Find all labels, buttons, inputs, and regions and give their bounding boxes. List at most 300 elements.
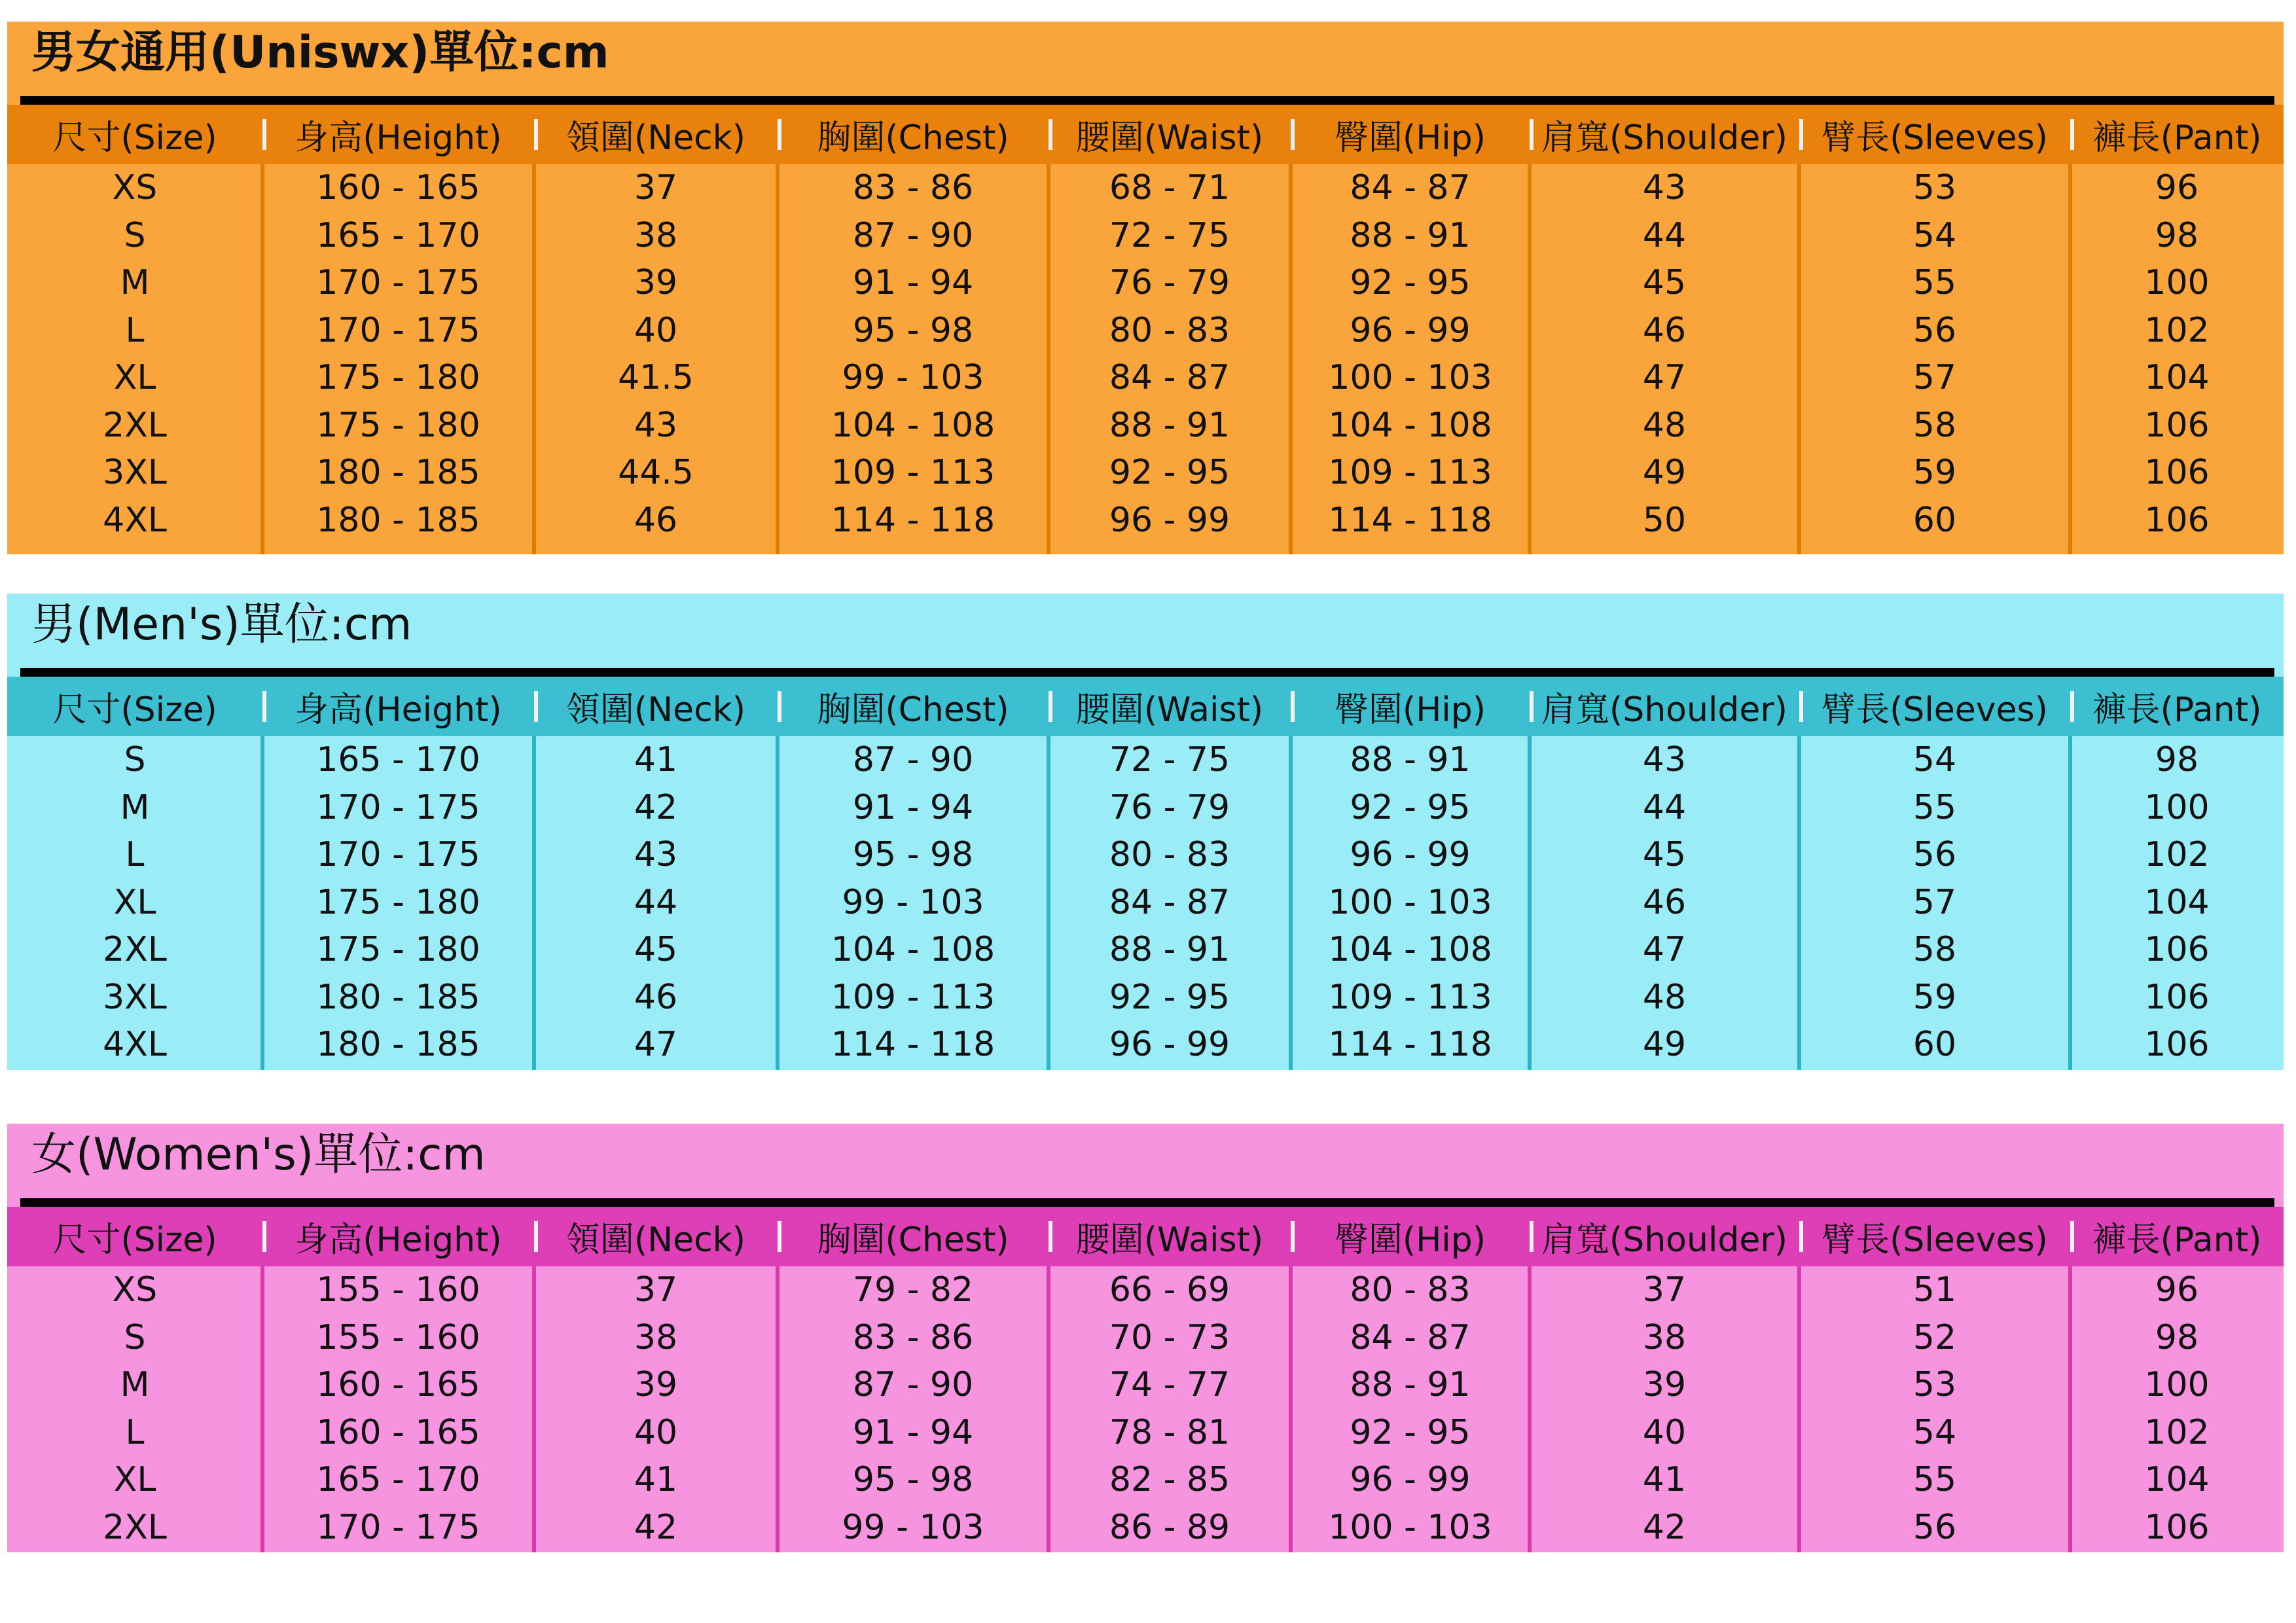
cell-hip: 84 - 87 (1350, 168, 1471, 208)
cell-hip: 114 - 118 (1328, 1025, 1492, 1065)
header-label: 胸圍(Chest) (817, 118, 1009, 158)
header-label: 臀圍(Hip) (1334, 690, 1486, 730)
cell-sleeves: 60 (1912, 1025, 1957, 1065)
header-label: 尺寸(Size) (52, 1221, 217, 1260)
cell-shoulder: 41 (1642, 1460, 1687, 1500)
cell-waist: 88 - 91 (1109, 405, 1230, 445)
cell-hip: 114 - 118 (1328, 500, 1492, 540)
header-separator (262, 691, 266, 722)
header-separator (534, 691, 538, 722)
header-label: 臂長(Sleeves) (1821, 690, 2048, 730)
cell-size: XS (112, 1270, 158, 1310)
cell-shoulder: 47 (1642, 930, 1687, 970)
cell-pant: 106 (2144, 405, 2210, 445)
cell-waist: 72 - 75 (1109, 215, 1230, 255)
header-label: 肩寬(Shoulder) (1541, 690, 1788, 730)
cell-sleeves: 52 (1912, 1317, 1957, 1357)
cell-chest: 114 - 118 (831, 1025, 996, 1065)
cell-pant: 106 (2144, 1507, 2210, 1547)
cell-waist: 84 - 87 (1109, 358, 1230, 398)
header-label: 肩寬(Shoulder) (1541, 1221, 1788, 1260)
header-sleeves (1799, 677, 2070, 736)
cell-height: 180 - 185 (316, 500, 480, 540)
table-header-row (7, 677, 2284, 736)
cell-chest: 99 - 103 (842, 882, 984, 922)
header-separator (1049, 691, 1052, 722)
header-neck (534, 1207, 778, 1266)
header-label: 領圍(Neck) (565, 690, 746, 730)
cell-size: 2XL (103, 405, 167, 445)
cell-hip: 100 - 103 (1328, 882, 1492, 922)
table-row (7, 974, 2284, 1022)
cell-size: 3XL (103, 977, 167, 1017)
header-separator (2070, 119, 2074, 150)
cell-size: 2XL (103, 930, 167, 970)
cell-neck: 46 (634, 977, 678, 1017)
cell-neck: 47 (634, 1025, 678, 1065)
cell-neck: 41 (634, 740, 678, 780)
header-shoulder (1530, 677, 1799, 736)
cell-size: L (125, 310, 145, 350)
cell-shoulder: 50 (1642, 500, 1687, 540)
header-separator (778, 691, 781, 722)
cell-hip: 88 - 91 (1350, 1365, 1471, 1405)
header-waist (1049, 105, 1291, 164)
cell-hip: 92 - 95 (1350, 787, 1471, 827)
cell-height: 175 - 180 (316, 930, 480, 970)
cell-sleeves: 56 (1912, 310, 1957, 350)
title-rule (20, 1198, 2274, 1207)
cell-shoulder: 47 (1642, 358, 1687, 398)
cell-chest: 114 - 118 (831, 500, 996, 540)
header-label: 褲長(Pant) (2092, 690, 2262, 730)
cell-size: M (120, 263, 150, 303)
cell-pant: 106 (2144, 977, 2210, 1017)
cell-neck: 39 (634, 1365, 678, 1405)
cell-shoulder: 40 (1642, 1412, 1687, 1452)
header-separator (778, 1221, 781, 1252)
header-separator (2070, 1221, 2074, 1252)
cell-pant: 98 (2155, 215, 2199, 255)
cell-sleeves: 53 (1912, 168, 1957, 208)
cell-neck: 39 (634, 263, 678, 303)
cell-height: 155 - 160 (316, 1270, 480, 1310)
cell-shoulder: 44 (1642, 787, 1687, 827)
header-sleeves (1799, 105, 2070, 164)
cell-shoulder: 48 (1642, 405, 1687, 445)
header-separator (1291, 691, 1295, 722)
header-separator (2070, 691, 2074, 722)
cell-pant: 106 (2144, 930, 2210, 970)
cell-waist: 72 - 75 (1109, 740, 1230, 780)
cell-neck: 38 (634, 1317, 678, 1357)
cell-height: 170 - 175 (316, 787, 480, 827)
cell-chest: 83 - 86 (852, 1317, 974, 1357)
header-label: 臀圍(Hip) (1334, 1221, 1486, 1260)
cell-shoulder: 38 (1642, 1317, 1687, 1357)
table-row (7, 164, 2284, 212)
cell-waist: 66 - 69 (1109, 1270, 1230, 1310)
header-separator (778, 119, 781, 150)
cell-neck: 37 (634, 168, 678, 208)
title-rule (20, 96, 2274, 105)
cell-height: 170 - 175 (316, 835, 480, 875)
cell-sleeves: 54 (1912, 1412, 1957, 1452)
cell-waist: 68 - 71 (1109, 168, 1230, 208)
cell-chest: 95 - 98 (852, 310, 974, 350)
cell-size: XL (113, 882, 156, 922)
header-label: 尺寸(Size) (52, 690, 217, 730)
cell-chest: 87 - 90 (852, 740, 974, 780)
header-height (262, 677, 534, 736)
header-label: 腰圍(Waist) (1075, 118, 1264, 158)
cell-height: 165 - 170 (316, 215, 480, 255)
cell-sleeves: 55 (1912, 263, 1957, 303)
cell-size: L (125, 835, 145, 875)
cell-sleeves: 54 (1912, 215, 1957, 255)
header-label: 領圍(Neck) (565, 1221, 746, 1260)
cell-waist: 76 - 79 (1109, 263, 1230, 303)
cell-sleeves: 56 (1912, 1507, 1957, 1547)
cell-neck: 41.5 (618, 358, 694, 398)
header-separator (1799, 1221, 1803, 1252)
header-label: 腰圍(Waist) (1075, 690, 1264, 730)
cell-neck: 43 (634, 405, 678, 445)
cell-sleeves: 58 (1912, 930, 1957, 970)
cell-pant: 104 (2144, 882, 2210, 922)
cell-pant: 102 (2144, 835, 2210, 875)
table-row (7, 307, 2284, 355)
cell-pant: 102 (2144, 1412, 2210, 1452)
header-chest (778, 677, 1049, 736)
table-row (7, 831, 2284, 879)
header-separator (534, 1221, 538, 1252)
table-row (7, 736, 2284, 784)
cell-size: 4XL (103, 500, 167, 540)
cell-hip: 96 - 99 (1350, 835, 1471, 875)
header-label: 肩寬(Shoulder) (1541, 118, 1788, 158)
header-label: 身高(Height) (295, 690, 502, 730)
header-neck (534, 677, 778, 736)
cell-size: XL (113, 1460, 156, 1500)
cell-shoulder: 46 (1642, 882, 1687, 922)
cell-neck: 43 (634, 835, 678, 875)
cell-size: M (120, 787, 150, 827)
cell-waist: 78 - 81 (1109, 1412, 1230, 1452)
header-label: 胸圍(Chest) (817, 690, 1009, 730)
table-row (7, 449, 2284, 497)
cell-waist: 76 - 79 (1109, 787, 1230, 827)
cell-chest: 95 - 98 (852, 835, 974, 875)
cell-hip: 109 - 113 (1328, 453, 1492, 493)
cell-waist: 84 - 87 (1109, 882, 1230, 922)
table-title: 男(Men's)單位:cm (31, 599, 412, 651)
cell-size: M (120, 1365, 150, 1405)
cell-waist: 80 - 83 (1109, 310, 1230, 350)
cell-shoulder: 37 (1642, 1270, 1687, 1310)
cell-hip: 109 - 113 (1328, 977, 1492, 1017)
cell-chest: 87 - 90 (852, 1365, 974, 1405)
unisex-size-table (7, 22, 2284, 554)
cell-size: 2XL (103, 1507, 167, 1547)
cell-neck: 44 (634, 882, 678, 922)
header-label: 領圍(Neck) (565, 118, 746, 158)
cell-pant: 96 (2155, 168, 2199, 208)
table-row (7, 1021, 2284, 1069)
cell-chest: 104 - 108 (831, 405, 996, 445)
cell-sleeves: 58 (1912, 405, 1957, 445)
header-hip (1291, 105, 1530, 164)
table-row (7, 1456, 2284, 1504)
cell-chest: 99 - 103 (842, 358, 984, 398)
header-separator (1291, 119, 1295, 150)
table-header-row (7, 1207, 2284, 1266)
cell-sleeves: 59 (1912, 453, 1957, 493)
cell-pant: 98 (2155, 740, 2199, 780)
cell-waist: 92 - 95 (1109, 453, 1230, 493)
cell-hip: 96 - 99 (1350, 1460, 1471, 1500)
cell-hip: 80 - 83 (1350, 1270, 1471, 1310)
header-label: 臀圍(Hip) (1334, 118, 1486, 158)
header-separator (1049, 119, 1052, 150)
header-pant (2070, 105, 2284, 164)
header-waist (1049, 677, 1291, 736)
table-title: 女(Women's)單位:cm (31, 1129, 486, 1181)
cell-neck: 40 (634, 1412, 678, 1452)
table-row (7, 1361, 2284, 1409)
cell-pant: 96 (2155, 1270, 2199, 1310)
cell-neck: 44.5 (618, 453, 694, 493)
cell-pant: 106 (2144, 500, 2210, 540)
table-row (7, 1266, 2284, 1314)
cell-neck: 45 (634, 930, 678, 970)
table-row (7, 879, 2284, 927)
cell-chest: 109 - 113 (831, 977, 996, 1017)
cell-waist: 96 - 99 (1109, 1025, 1230, 1065)
cell-height: 170 - 175 (316, 310, 480, 350)
cell-hip: 104 - 108 (1328, 930, 1492, 970)
cell-pant: 106 (2144, 453, 2210, 493)
cell-height: 175 - 180 (316, 882, 480, 922)
cell-size: L (125, 1412, 145, 1452)
cell-shoulder: 43 (1642, 740, 1687, 780)
cell-shoulder: 49 (1642, 453, 1687, 493)
cell-sleeves: 57 (1912, 882, 1957, 922)
cell-height: 180 - 185 (316, 977, 480, 1017)
table-row (7, 1409, 2284, 1457)
cell-sleeves: 56 (1912, 835, 1957, 875)
cell-chest: 95 - 98 (852, 1460, 974, 1500)
table-body (7, 736, 2284, 1069)
cell-height: 165 - 170 (316, 740, 480, 780)
header-label: 尺寸(Size) (52, 118, 217, 158)
cell-chest: 104 - 108 (831, 930, 996, 970)
cell-chest: 91 - 94 (852, 1412, 974, 1452)
cell-sleeves: 53 (1912, 1365, 1957, 1405)
cell-height: 155 - 160 (316, 1317, 480, 1357)
header-label: 腰圍(Waist) (1075, 1221, 1264, 1260)
header-label: 臂長(Sleeves) (1821, 118, 2048, 158)
cell-chest: 91 - 94 (852, 787, 974, 827)
cell-shoulder: 45 (1642, 263, 1687, 303)
cell-waist: 70 - 73 (1109, 1317, 1230, 1357)
header-chest (778, 1207, 1049, 1266)
table-row (7, 784, 2284, 832)
cell-hip: 104 - 108 (1328, 405, 1492, 445)
cell-height: 160 - 165 (316, 1365, 480, 1405)
cell-waist: 74 - 77 (1109, 1365, 1230, 1405)
cell-height: 160 - 165 (316, 1412, 480, 1452)
header-size (7, 105, 262, 164)
cell-neck: 41 (634, 1460, 678, 1500)
cell-sleeves: 51 (1912, 1270, 1957, 1310)
cell-shoulder: 48 (1642, 977, 1687, 1017)
cell-height: 170 - 175 (316, 263, 480, 303)
cell-hip: 92 - 95 (1350, 263, 1471, 303)
header-separator (1530, 1221, 1534, 1252)
cell-shoulder: 43 (1642, 168, 1687, 208)
cell-size: XL (113, 358, 156, 398)
cell-chest: 79 - 82 (852, 1270, 974, 1310)
cell-waist: 88 - 91 (1109, 930, 1230, 970)
cell-sleeves: 60 (1912, 500, 1957, 540)
cell-height: 180 - 185 (316, 1025, 480, 1065)
cell-height: 175 - 180 (316, 405, 480, 445)
header-separator (1049, 1221, 1052, 1252)
header-height (262, 105, 534, 164)
cell-chest: 91 - 94 (852, 263, 974, 303)
cell-height: 165 - 170 (316, 1460, 480, 1500)
cell-neck: 42 (634, 787, 678, 827)
cell-sleeves: 55 (1912, 1460, 1957, 1500)
cell-height: 180 - 185 (316, 453, 480, 493)
header-chest (778, 105, 1049, 164)
cell-height: 160 - 165 (316, 168, 480, 208)
cell-size: 3XL (103, 453, 167, 493)
header-separator (1799, 691, 1803, 722)
header-hip (1291, 677, 1530, 736)
cell-chest: 109 - 113 (831, 453, 996, 493)
cell-chest: 87 - 90 (852, 215, 974, 255)
table-body (7, 1266, 2284, 1551)
table-row (7, 926, 2284, 974)
cell-chest: 99 - 103 (842, 1507, 984, 1547)
cell-hip: 100 - 103 (1328, 1507, 1492, 1547)
cell-size: S (124, 215, 146, 255)
cell-waist: 82 - 85 (1109, 1460, 1230, 1500)
table-body (7, 164, 2284, 544)
cell-chest: 83 - 86 (852, 168, 974, 208)
cell-shoulder: 44 (1642, 215, 1687, 255)
table-row (7, 212, 2284, 260)
cell-pant: 98 (2155, 1317, 2199, 1357)
header-label: 褲長(Pant) (2092, 1221, 2262, 1260)
cell-shoulder: 46 (1642, 310, 1687, 350)
cell-pant: 100 (2144, 787, 2210, 827)
header-label: 臂長(Sleeves) (1821, 1221, 2048, 1260)
header-label: 身高(Height) (295, 1221, 502, 1260)
header-pant (2070, 1207, 2284, 1266)
cell-height: 170 - 175 (316, 1507, 480, 1547)
header-size (7, 1207, 262, 1266)
table-row (7, 1314, 2284, 1362)
table-header-row (7, 105, 2284, 164)
header-label: 胸圍(Chest) (817, 1221, 1009, 1260)
header-height (262, 1207, 534, 1266)
cell-hip: 100 - 103 (1328, 358, 1492, 398)
table-title: 男女通用(Uniswx)單位:cm (31, 27, 609, 79)
cell-waist: 80 - 83 (1109, 835, 1230, 875)
header-hip (1291, 1207, 1530, 1266)
header-waist (1049, 1207, 1291, 1266)
cell-neck: 38 (634, 215, 678, 255)
cell-size: S (124, 740, 146, 780)
header-separator (1530, 119, 1534, 150)
cell-pant: 100 (2144, 263, 2210, 303)
cell-hip: 88 - 91 (1350, 215, 1471, 255)
cell-size: 4XL (103, 1025, 167, 1065)
cell-pant: 102 (2144, 310, 2210, 350)
cell-hip: 92 - 95 (1350, 1412, 1471, 1452)
header-shoulder (1530, 1207, 1799, 1266)
table-row (7, 1504, 2284, 1552)
header-separator (1291, 1221, 1295, 1252)
header-separator (1799, 119, 1803, 150)
table-row (7, 497, 2284, 544)
cell-hip: 88 - 91 (1350, 740, 1471, 780)
cell-sleeves: 54 (1912, 740, 1957, 780)
cell-pant: 104 (2144, 358, 2210, 398)
header-separator (262, 119, 266, 150)
cell-neck: 42 (634, 1507, 678, 1547)
cell-neck: 37 (634, 1270, 678, 1310)
womens-size-table (7, 1124, 2284, 1552)
cell-sleeves: 55 (1912, 787, 1957, 827)
cell-neck: 40 (634, 310, 678, 350)
header-neck (534, 105, 778, 164)
cell-pant: 104 (2144, 1460, 2210, 1500)
cell-height: 175 - 180 (316, 358, 480, 398)
cell-shoulder: 39 (1642, 1365, 1687, 1405)
cell-sleeves: 59 (1912, 977, 1957, 1017)
cell-waist: 86 - 89 (1109, 1507, 1230, 1547)
header-shoulder (1530, 105, 1799, 164)
cell-pant: 100 (2144, 1365, 2210, 1405)
header-sleeves (1799, 1207, 2070, 1266)
header-separator (1530, 691, 1534, 722)
table-row (7, 259, 2284, 307)
cell-size: XS (112, 168, 158, 208)
header-separator (262, 1221, 266, 1252)
cell-waist: 92 - 95 (1109, 977, 1230, 1017)
title-rule (20, 668, 2274, 677)
cell-shoulder: 42 (1642, 1507, 1687, 1547)
cell-hip: 84 - 87 (1350, 1317, 1471, 1357)
cell-shoulder: 45 (1642, 835, 1687, 875)
header-label: 身高(Height) (295, 118, 502, 158)
table-row (7, 402, 2284, 450)
header-separator (534, 119, 538, 150)
header-label: 褲長(Pant) (2092, 118, 2262, 158)
mens-size-table (7, 594, 2284, 1070)
cell-pant: 106 (2144, 1025, 2210, 1065)
header-size (7, 677, 262, 736)
cell-size: S (124, 1317, 146, 1357)
header-pant (2070, 677, 2284, 736)
cell-hip: 96 - 99 (1350, 310, 1471, 350)
cell-neck: 46 (634, 500, 678, 540)
table-row (7, 354, 2284, 402)
